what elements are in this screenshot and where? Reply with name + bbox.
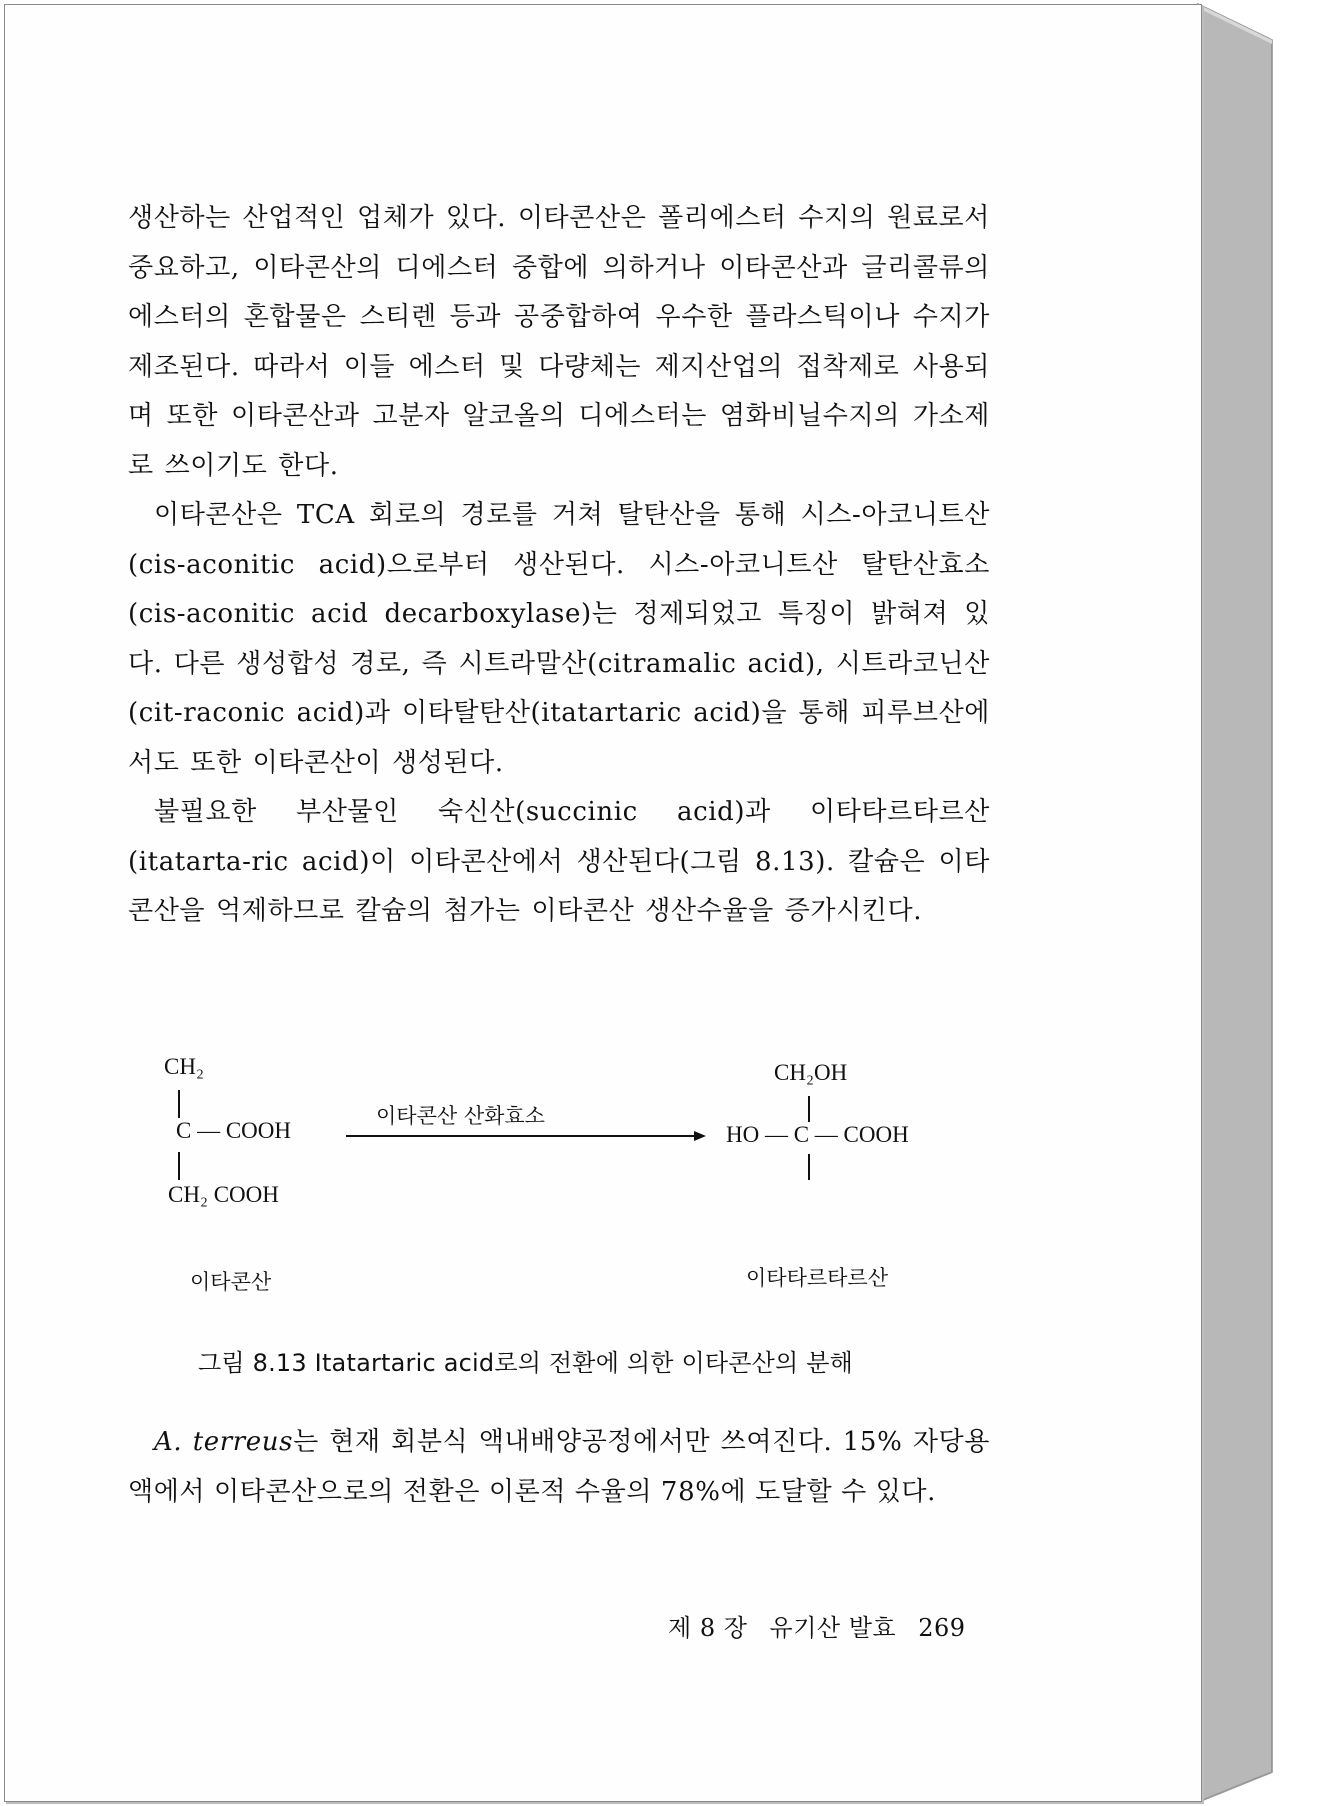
organism-name: A. terreus bbox=[154, 1427, 294, 1457]
reactant-bond-bottom bbox=[176, 1152, 182, 1182]
chapter-label: 제 8 장 bbox=[668, 1614, 748, 1642]
paragraph: 불필요한 부산물인 숙신산(succinic acid)과 이타타르타르산(itatarta-ric acid)이 이타콘산에서 생산된다(그림 8.13). 칼슘은 이타콘산을 억제하므로 칼슘의 첨가는 이타콘산 생산수율을 증가시킨다. bbox=[128, 797, 990, 926]
product-name: 이타타르타르산 bbox=[746, 1266, 889, 1290]
reactant-formula-line3: CH₂ COOH bbox=[168, 1182, 279, 1207]
product-bond-bottom bbox=[806, 1154, 812, 1182]
page-number: 269 bbox=[918, 1614, 966, 1642]
reactant-bond-top bbox=[176, 1090, 182, 1120]
reactant-name: 이타콘산 bbox=[190, 1270, 272, 1294]
reactant-formula-line1: CH₂ bbox=[164, 1054, 204, 1079]
paragraph bbox=[128, 1418, 990, 1517]
reaction-figure bbox=[128, 1040, 1028, 1294]
product-formula-line2: HO — C — COOH bbox=[726, 1122, 909, 1147]
paragraph-text: 는 현재 회분식 액내배양공정에서만 쓰여진다. 15% 자당용액에서 이타콘산으로의 전환은 이론적 수율의 78%에 도달할 수 있다. bbox=[128, 1427, 990, 1507]
paragraph: 이타콘산은 TCA 회로의 경로를 거쳐 탈탄산을 통해 시스-아코니트산(cis-aconitic acid)으로부터 생산된다. 시스-아코니트산 탈탄산효소(cis-aconitic acid decarboxylase)는 정제되었고 특징이 밝혀져 있다. 다른 생성합성 경로, 즉 시트라말산(citramalic acid), 시트라코닌산(cit-raconic acid)과 이타탈탄산(itatartaric acid)을 통해 피루브산에서도 또한 이타콘산이 생성된다. bbox=[128, 500, 990, 778]
reaction-arrow bbox=[346, 1126, 706, 1146]
reactant-formula-line2: C — COOH bbox=[176, 1118, 292, 1143]
paragraph: 생산하는 산업적인 업체가 있다. 이타콘산은 폴리에스터 수지의 원료로서 중요하고, 이타콘산의 디에스터 중합에 의하거나 이타콘산과 글리콜류의 에스터의 혼합물은 스티렌 등과 공중합하여 우수한 플라스틱이나 수지가 제조된다. 따라서 이들 에스터 및 다량체는 제지산업의 접착제로 사용되며 또한 이타콘산과 고분자 알코올의 디에스터는 염화비닐수지의 가소제로 쓰이기도 한다. bbox=[128, 203, 990, 481]
post-figure-text bbox=[128, 1418, 990, 1517]
page-footer bbox=[668, 1608, 980, 1643]
product-bond-top bbox=[806, 1096, 812, 1124]
figure-caption: 그림 8.13 Itatartaric acid로의 전환에 의한 이타콘산의 분해 bbox=[198, 1349, 854, 1377]
enzyme-label: 이타콘산 산화효소 bbox=[376, 1104, 545, 1128]
chapter-title: 유기산 발효 bbox=[769, 1614, 897, 1642]
body-text bbox=[128, 194, 990, 937]
product-formula-line1: CH₂OH bbox=[774, 1060, 848, 1085]
